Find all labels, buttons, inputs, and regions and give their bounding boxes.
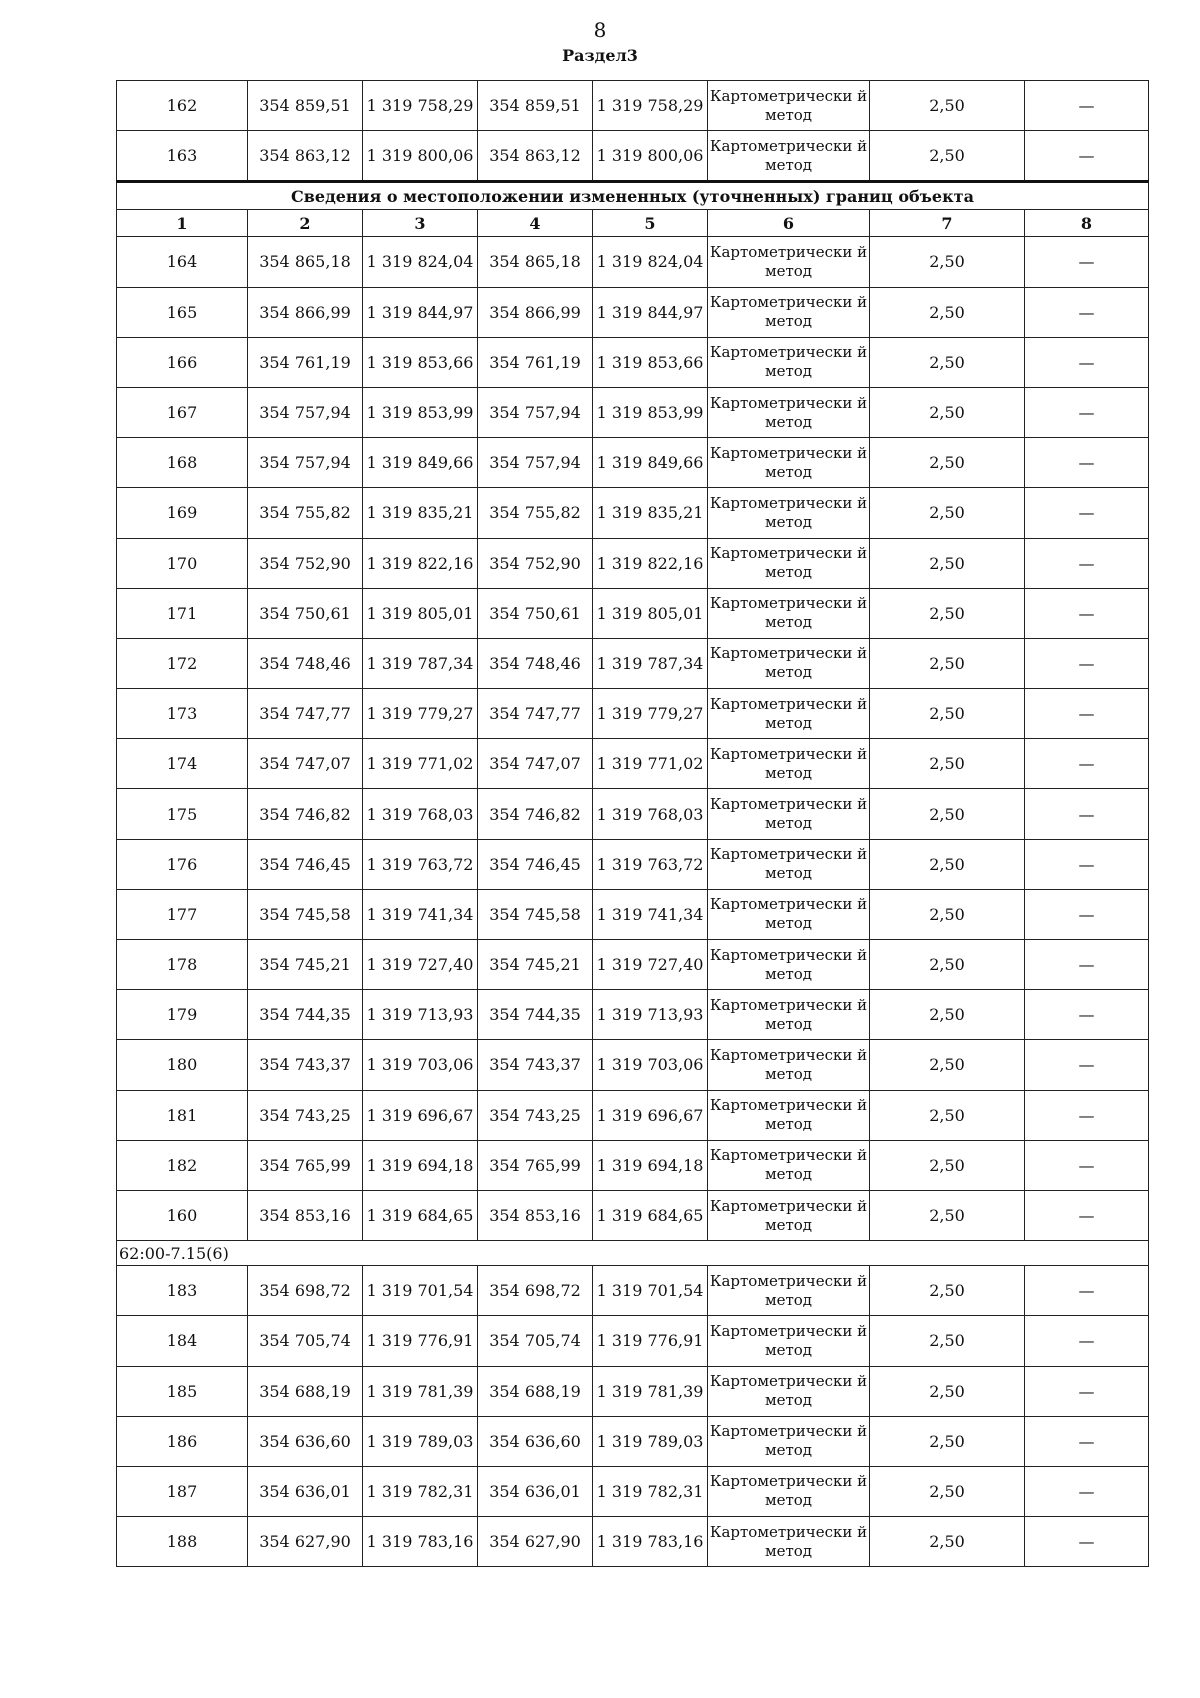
y-coordinate-cell: 1 319 779,27 bbox=[363, 689, 478, 739]
x-coordinate-new-cell: 354 743,37 bbox=[478, 1040, 593, 1090]
y-coordinate-new-cell: 1 319 853,99 bbox=[593, 387, 708, 437]
y-coordinate-cell: 1 319 727,40 bbox=[363, 940, 478, 990]
y-coordinate-cell: 1 319 703,06 bbox=[363, 1040, 478, 1090]
table-row bbox=[117, 1517, 1149, 1567]
method-cell: Картометрически й метод bbox=[708, 1366, 870, 1416]
table-row bbox=[117, 889, 1149, 939]
y-coordinate-cell: 1 319 713,93 bbox=[363, 990, 478, 1040]
method-cell: Картометрически й метод bbox=[708, 1090, 870, 1140]
point-number-cell: 173 bbox=[117, 689, 248, 739]
y-coordinate-new-cell: 1 319 703,06 bbox=[593, 1040, 708, 1090]
note-cell: — bbox=[1025, 1040, 1149, 1090]
x-coordinate-cell: 354 752,90 bbox=[248, 538, 363, 588]
method-cell: Картометрически й метод bbox=[708, 1466, 870, 1516]
y-coordinate-cell: 1 319 781,39 bbox=[363, 1366, 478, 1416]
column-number: 1 bbox=[117, 210, 248, 237]
point-number-cell: 174 bbox=[117, 739, 248, 789]
x-coordinate-new-cell: 354 743,25 bbox=[478, 1090, 593, 1140]
note-cell: — bbox=[1025, 81, 1149, 131]
x-coordinate-new-cell: 354 863,12 bbox=[478, 131, 593, 182]
table-row bbox=[117, 287, 1149, 337]
note-cell: — bbox=[1025, 1190, 1149, 1240]
point-number-cell: 163 bbox=[117, 131, 248, 182]
y-coordinate-cell: 1 319 776,91 bbox=[363, 1316, 478, 1366]
table-row bbox=[117, 940, 1149, 990]
point-number-cell: 166 bbox=[117, 337, 248, 387]
x-coordinate-new-cell: 354 853,16 bbox=[478, 1190, 593, 1240]
method-cell: Картометрически й метод bbox=[708, 1040, 870, 1090]
accuracy-cell: 2,50 bbox=[870, 889, 1025, 939]
table-row bbox=[117, 689, 1149, 739]
x-coordinate-new-cell: 354 746,82 bbox=[478, 789, 593, 839]
x-coordinate-cell: 354 755,82 bbox=[248, 488, 363, 538]
table-row bbox=[117, 1140, 1149, 1190]
accuracy-cell: 2,50 bbox=[870, 588, 1025, 638]
y-coordinate-cell: 1 319 763,72 bbox=[363, 839, 478, 889]
y-coordinate-cell: 1 319 844,97 bbox=[363, 287, 478, 337]
y-coordinate-cell: 1 319 768,03 bbox=[363, 789, 478, 839]
note-cell: — bbox=[1025, 940, 1149, 990]
note-cell: — bbox=[1025, 237, 1149, 287]
method-cell: Картометрически й метод bbox=[708, 337, 870, 387]
x-coordinate-cell: 354 636,01 bbox=[248, 1466, 363, 1516]
y-coordinate-new-cell: 1 319 771,02 bbox=[593, 739, 708, 789]
column-number: 3 bbox=[363, 210, 478, 237]
y-coordinate-cell: 1 319 789,03 bbox=[363, 1416, 478, 1466]
section-title: Раздел3 bbox=[562, 46, 638, 65]
y-coordinate-new-cell: 1 319 822,16 bbox=[593, 538, 708, 588]
y-coordinate-new-cell: 1 319 694,18 bbox=[593, 1140, 708, 1190]
y-coordinate-cell: 1 319 805,01 bbox=[363, 588, 478, 638]
y-coordinate-new-cell: 1 319 776,91 bbox=[593, 1316, 708, 1366]
x-coordinate-new-cell: 354 746,45 bbox=[478, 839, 593, 889]
y-coordinate-new-cell: 1 319 835,21 bbox=[593, 488, 708, 538]
point-number-cell: 178 bbox=[117, 940, 248, 990]
x-coordinate-new-cell: 354 765,99 bbox=[478, 1140, 593, 1190]
y-coordinate-new-cell: 1 319 824,04 bbox=[593, 237, 708, 287]
x-coordinate-new-cell: 354 757,94 bbox=[478, 438, 593, 488]
note-cell: — bbox=[1025, 689, 1149, 739]
note-cell: — bbox=[1025, 839, 1149, 889]
y-coordinate-cell: 1 319 696,67 bbox=[363, 1090, 478, 1140]
method-cell: Картометрически й метод bbox=[708, 438, 870, 488]
accuracy-cell: 2,50 bbox=[870, 940, 1025, 990]
column-numbers-row bbox=[117, 210, 1149, 237]
note-cell: — bbox=[1025, 638, 1149, 688]
method-cell: Картометрически й метод bbox=[708, 1140, 870, 1190]
x-coordinate-new-cell: 354 745,21 bbox=[478, 940, 593, 990]
method-cell: Картометрически й метод bbox=[708, 588, 870, 638]
note-cell: — bbox=[1025, 387, 1149, 437]
accuracy-cell: 2,50 bbox=[870, 387, 1025, 437]
x-coordinate-cell: 354 750,61 bbox=[248, 588, 363, 638]
accuracy-cell: 2,50 bbox=[870, 1266, 1025, 1316]
note-cell: — bbox=[1025, 588, 1149, 638]
table-row bbox=[117, 789, 1149, 839]
table-row bbox=[117, 1190, 1149, 1240]
table-row bbox=[117, 1466, 1149, 1516]
accuracy-cell: 2,50 bbox=[870, 1040, 1025, 1090]
x-coordinate-cell: 354 743,37 bbox=[248, 1040, 363, 1090]
accuracy-cell: 2,50 bbox=[870, 839, 1025, 889]
y-coordinate-new-cell: 1 319 768,03 bbox=[593, 789, 708, 839]
accuracy-cell: 2,50 bbox=[870, 638, 1025, 688]
x-coordinate-cell: 354 688,19 bbox=[248, 1366, 363, 1416]
x-coordinate-new-cell: 354 752,90 bbox=[478, 538, 593, 588]
table-row bbox=[117, 638, 1149, 688]
accuracy-cell: 2,50 bbox=[870, 1316, 1025, 1366]
method-cell: Картометрически й метод bbox=[708, 1416, 870, 1466]
point-number-cell: 187 bbox=[117, 1466, 248, 1516]
x-coordinate-new-cell: 354 866,99 bbox=[478, 287, 593, 337]
accuracy-cell: 2,50 bbox=[870, 237, 1025, 287]
note-cell: — bbox=[1025, 1416, 1149, 1466]
x-coordinate-cell: 354 743,25 bbox=[248, 1090, 363, 1140]
column-number: 7 bbox=[870, 210, 1025, 237]
page-number: 8 bbox=[593, 18, 607, 42]
x-coordinate-new-cell: 354 755,82 bbox=[478, 488, 593, 538]
method-cell: Картометрически й метод bbox=[708, 839, 870, 889]
accuracy-cell: 2,50 bbox=[870, 1517, 1025, 1567]
x-coordinate-cell: 354 745,21 bbox=[248, 940, 363, 990]
table-row bbox=[117, 387, 1149, 437]
x-coordinate-cell: 354 705,74 bbox=[248, 1316, 363, 1366]
x-coordinate-cell: 354 627,90 bbox=[248, 1517, 363, 1567]
note-cell: — bbox=[1025, 739, 1149, 789]
table-row bbox=[117, 1366, 1149, 1416]
y-coordinate-new-cell: 1 319 787,34 bbox=[593, 638, 708, 688]
accuracy-cell: 2,50 bbox=[870, 990, 1025, 1040]
y-coordinate-new-cell: 1 319 713,93 bbox=[593, 990, 708, 1040]
y-coordinate-new-cell: 1 319 800,06 bbox=[593, 131, 708, 182]
y-coordinate-cell: 1 319 771,02 bbox=[363, 739, 478, 789]
boundary-header: Сведения о местоположении измененных (уточненных) границ объекта bbox=[117, 182, 1149, 210]
accuracy-cell: 2,50 bbox=[870, 739, 1025, 789]
table-row bbox=[117, 237, 1149, 287]
note-cell: — bbox=[1025, 1090, 1149, 1140]
y-coordinate-cell: 1 319 824,04 bbox=[363, 237, 478, 287]
point-number-cell: 185 bbox=[117, 1366, 248, 1416]
table-section-header bbox=[117, 182, 1149, 237]
note-cell: — bbox=[1025, 1140, 1149, 1190]
y-coordinate-cell: 1 319 782,31 bbox=[363, 1466, 478, 1516]
x-coordinate-cell: 354 765,99 bbox=[248, 1140, 363, 1190]
x-coordinate-cell: 354 746,45 bbox=[248, 839, 363, 889]
point-number-cell: 160 bbox=[117, 1190, 248, 1240]
point-number-cell: 162 bbox=[117, 81, 248, 131]
method-cell: Картометрически й метод bbox=[708, 1316, 870, 1366]
method-cell: Картометрически й метод bbox=[708, 689, 870, 739]
boundary-header-row bbox=[117, 182, 1149, 210]
group-label-row bbox=[117, 1241, 1149, 1266]
y-coordinate-new-cell: 1 319 727,40 bbox=[593, 940, 708, 990]
x-coordinate-cell: 354 853,16 bbox=[248, 1190, 363, 1240]
x-coordinate-cell: 354 747,77 bbox=[248, 689, 363, 739]
note-cell: — bbox=[1025, 438, 1149, 488]
method-cell: Картометрически й метод bbox=[708, 1190, 870, 1240]
note-cell: — bbox=[1025, 1466, 1149, 1516]
table-row bbox=[117, 990, 1149, 1040]
x-coordinate-new-cell: 354 636,60 bbox=[478, 1416, 593, 1466]
method-cell: Картометрически й метод bbox=[708, 81, 870, 131]
y-coordinate-cell: 1 319 853,66 bbox=[363, 337, 478, 387]
y-coordinate-cell: 1 319 800,06 bbox=[363, 131, 478, 182]
accuracy-cell: 2,50 bbox=[870, 538, 1025, 588]
point-number-cell: 169 bbox=[117, 488, 248, 538]
y-coordinate-new-cell: 1 319 779,27 bbox=[593, 689, 708, 739]
x-coordinate-new-cell: 354 865,18 bbox=[478, 237, 593, 287]
note-cell: — bbox=[1025, 789, 1149, 839]
x-coordinate-new-cell: 354 745,58 bbox=[478, 889, 593, 939]
y-coordinate-new-cell: 1 319 805,01 bbox=[593, 588, 708, 638]
point-number-cell: 172 bbox=[117, 638, 248, 688]
y-coordinate-cell: 1 319 684,65 bbox=[363, 1190, 478, 1240]
accuracy-cell: 2,50 bbox=[870, 1366, 1025, 1416]
method-cell: Картометрически й метод bbox=[708, 488, 870, 538]
accuracy-cell: 2,50 bbox=[870, 337, 1025, 387]
point-number-cell: 184 bbox=[117, 1316, 248, 1366]
table-body-group bbox=[117, 1266, 1149, 1567]
table-row bbox=[117, 1416, 1149, 1466]
point-number-cell: 188 bbox=[117, 1517, 248, 1567]
method-cell: Картометрически й метод bbox=[708, 237, 870, 287]
table-row bbox=[117, 588, 1149, 638]
method-cell: Картометрически й метод bbox=[708, 739, 870, 789]
x-coordinate-cell: 354 757,94 bbox=[248, 387, 363, 437]
point-number-cell: 175 bbox=[117, 789, 248, 839]
y-coordinate-cell: 1 319 787,34 bbox=[363, 638, 478, 688]
accuracy-cell: 2,50 bbox=[870, 287, 1025, 337]
point-number-cell: 182 bbox=[117, 1140, 248, 1190]
note-cell: — bbox=[1025, 1316, 1149, 1366]
y-coordinate-new-cell: 1 319 782,31 bbox=[593, 1466, 708, 1516]
accuracy-cell: 2,50 bbox=[870, 81, 1025, 131]
x-coordinate-cell: 354 747,07 bbox=[248, 739, 363, 789]
point-number-cell: 168 bbox=[117, 438, 248, 488]
x-coordinate-new-cell: 354 748,46 bbox=[478, 638, 593, 688]
note-cell: — bbox=[1025, 287, 1149, 337]
table-row bbox=[117, 739, 1149, 789]
y-coordinate-cell: 1 319 741,34 bbox=[363, 889, 478, 939]
point-number-cell: 167 bbox=[117, 387, 248, 437]
method-cell: Картометрически й метод bbox=[708, 990, 870, 1040]
table-row bbox=[117, 1090, 1149, 1140]
accuracy-cell: 2,50 bbox=[870, 1416, 1025, 1466]
x-coordinate-new-cell: 354 636,01 bbox=[478, 1466, 593, 1516]
accuracy-cell: 2,50 bbox=[870, 789, 1025, 839]
accuracy-cell: 2,50 bbox=[870, 1190, 1025, 1240]
x-coordinate-new-cell: 354 757,94 bbox=[478, 387, 593, 437]
y-coordinate-cell: 1 319 822,16 bbox=[363, 538, 478, 588]
column-number: 6 bbox=[708, 210, 870, 237]
y-coordinate-cell: 1 319 783,16 bbox=[363, 1517, 478, 1567]
method-cell: Картометрически й метод bbox=[708, 287, 870, 337]
x-coordinate-cell: 354 748,46 bbox=[248, 638, 363, 688]
table-row bbox=[117, 337, 1149, 387]
x-coordinate-cell: 354 746,82 bbox=[248, 789, 363, 839]
note-cell: — bbox=[1025, 1366, 1149, 1416]
x-coordinate-new-cell: 354 698,72 bbox=[478, 1266, 593, 1316]
table-row bbox=[117, 839, 1149, 889]
x-coordinate-new-cell: 354 859,51 bbox=[478, 81, 593, 131]
column-number: 5 bbox=[593, 210, 708, 237]
point-number-cell: 177 bbox=[117, 889, 248, 939]
method-cell: Картометрически й метод bbox=[708, 889, 870, 939]
method-cell: Картометрически й метод bbox=[708, 387, 870, 437]
x-coordinate-cell: 354 744,35 bbox=[248, 990, 363, 1040]
y-coordinate-cell: 1 319 835,21 bbox=[363, 488, 478, 538]
x-coordinate-new-cell: 354 688,19 bbox=[478, 1366, 593, 1416]
accuracy-cell: 2,50 bbox=[870, 438, 1025, 488]
note-cell: — bbox=[1025, 488, 1149, 538]
y-coordinate-new-cell: 1 319 783,16 bbox=[593, 1517, 708, 1567]
point-number-cell: 165 bbox=[117, 287, 248, 337]
table-row bbox=[117, 488, 1149, 538]
y-coordinate-new-cell: 1 319 696,67 bbox=[593, 1090, 708, 1140]
point-number-cell: 179 bbox=[117, 990, 248, 1040]
column-number: 8 bbox=[1025, 210, 1149, 237]
table-row bbox=[117, 438, 1149, 488]
point-number-cell: 180 bbox=[117, 1040, 248, 1090]
x-coordinate-new-cell: 354 761,19 bbox=[478, 337, 593, 387]
x-coordinate-cell: 354 698,72 bbox=[248, 1266, 363, 1316]
x-coordinate-cell: 354 757,94 bbox=[248, 438, 363, 488]
x-coordinate-new-cell: 354 627,90 bbox=[478, 1517, 593, 1567]
point-number-cell: 181 bbox=[117, 1090, 248, 1140]
accuracy-cell: 2,50 bbox=[870, 1090, 1025, 1140]
y-coordinate-new-cell: 1 319 684,65 bbox=[593, 1190, 708, 1240]
accuracy-cell: 2,50 bbox=[870, 1140, 1025, 1190]
y-coordinate-new-cell: 1 319 781,39 bbox=[593, 1366, 708, 1416]
y-coordinate-new-cell: 1 319 758,29 bbox=[593, 81, 708, 131]
method-cell: Картометрически й метод bbox=[708, 1266, 870, 1316]
note-cell: — bbox=[1025, 337, 1149, 387]
table-row bbox=[117, 538, 1149, 588]
method-cell: Картометрически й метод bbox=[708, 538, 870, 588]
x-coordinate-new-cell: 354 747,07 bbox=[478, 739, 593, 789]
table-row bbox=[117, 1266, 1149, 1316]
method-cell: Картометрически й метод bbox=[708, 1517, 870, 1567]
table-body-first bbox=[117, 81, 1149, 182]
y-coordinate-new-cell: 1 319 701,54 bbox=[593, 1266, 708, 1316]
coordinates-table bbox=[116, 80, 1149, 1567]
point-number-cell: 176 bbox=[117, 839, 248, 889]
point-number-cell: 164 bbox=[117, 237, 248, 287]
y-coordinate-new-cell: 1 319 741,34 bbox=[593, 889, 708, 939]
x-coordinate-cell: 354 866,99 bbox=[248, 287, 363, 337]
y-coordinate-new-cell: 1 319 853,66 bbox=[593, 337, 708, 387]
note-cell: — bbox=[1025, 889, 1149, 939]
x-coordinate-cell: 354 636,60 bbox=[248, 1416, 363, 1466]
method-cell: Картометрически й метод bbox=[708, 131, 870, 182]
x-coordinate-new-cell: 354 750,61 bbox=[478, 588, 593, 638]
y-coordinate-cell: 1 319 694,18 bbox=[363, 1140, 478, 1190]
y-coordinate-cell: 1 319 701,54 bbox=[363, 1266, 478, 1316]
accuracy-cell: 2,50 bbox=[870, 689, 1025, 739]
accuracy-cell: 2,50 bbox=[870, 131, 1025, 182]
x-coordinate-cell: 354 761,19 bbox=[248, 337, 363, 387]
point-number-cell: 186 bbox=[117, 1416, 248, 1466]
x-coordinate-cell: 354 863,12 bbox=[248, 131, 363, 182]
y-coordinate-new-cell: 1 319 844,97 bbox=[593, 287, 708, 337]
accuracy-cell: 2,50 bbox=[870, 1466, 1025, 1516]
column-number: 4 bbox=[478, 210, 593, 237]
method-cell: Картометрически й метод bbox=[708, 940, 870, 990]
y-coordinate-cell: 1 319 758,29 bbox=[363, 81, 478, 131]
x-coordinate-cell: 354 745,58 bbox=[248, 889, 363, 939]
note-cell: — bbox=[1025, 1266, 1149, 1316]
table-body-rows bbox=[117, 237, 1149, 1241]
point-number-cell: 183 bbox=[117, 1266, 248, 1316]
point-number-cell: 171 bbox=[117, 588, 248, 638]
y-coordinate-cell: 1 319 849,66 bbox=[363, 438, 478, 488]
method-cell: Картометрически й метод bbox=[708, 638, 870, 688]
accuracy-cell: 2,50 bbox=[870, 488, 1025, 538]
x-coordinate-new-cell: 354 747,77 bbox=[478, 689, 593, 739]
table-group bbox=[117, 1241, 1149, 1266]
group-label: 62:00-7.15(6) bbox=[117, 1241, 1149, 1266]
table-row bbox=[117, 1316, 1149, 1366]
point-number-cell: 170 bbox=[117, 538, 248, 588]
y-coordinate-new-cell: 1 319 789,03 bbox=[593, 1416, 708, 1466]
note-cell: — bbox=[1025, 131, 1149, 182]
note-cell: — bbox=[1025, 990, 1149, 1040]
y-coordinate-new-cell: 1 319 849,66 bbox=[593, 438, 708, 488]
x-coordinate-new-cell: 354 705,74 bbox=[478, 1316, 593, 1366]
y-coordinate-cell: 1 319 853,99 bbox=[363, 387, 478, 437]
table-row bbox=[117, 131, 1149, 182]
x-coordinate-cell: 354 859,51 bbox=[248, 81, 363, 131]
x-coordinate-cell: 354 865,18 bbox=[248, 237, 363, 287]
note-cell: — bbox=[1025, 538, 1149, 588]
table-row bbox=[117, 1040, 1149, 1090]
method-cell: Картометрически й метод bbox=[708, 789, 870, 839]
x-coordinate-new-cell: 354 744,35 bbox=[478, 990, 593, 1040]
y-coordinate-new-cell: 1 319 763,72 bbox=[593, 839, 708, 889]
note-cell: — bbox=[1025, 1517, 1149, 1567]
column-number: 2 bbox=[248, 210, 363, 237]
table-row bbox=[117, 81, 1149, 131]
